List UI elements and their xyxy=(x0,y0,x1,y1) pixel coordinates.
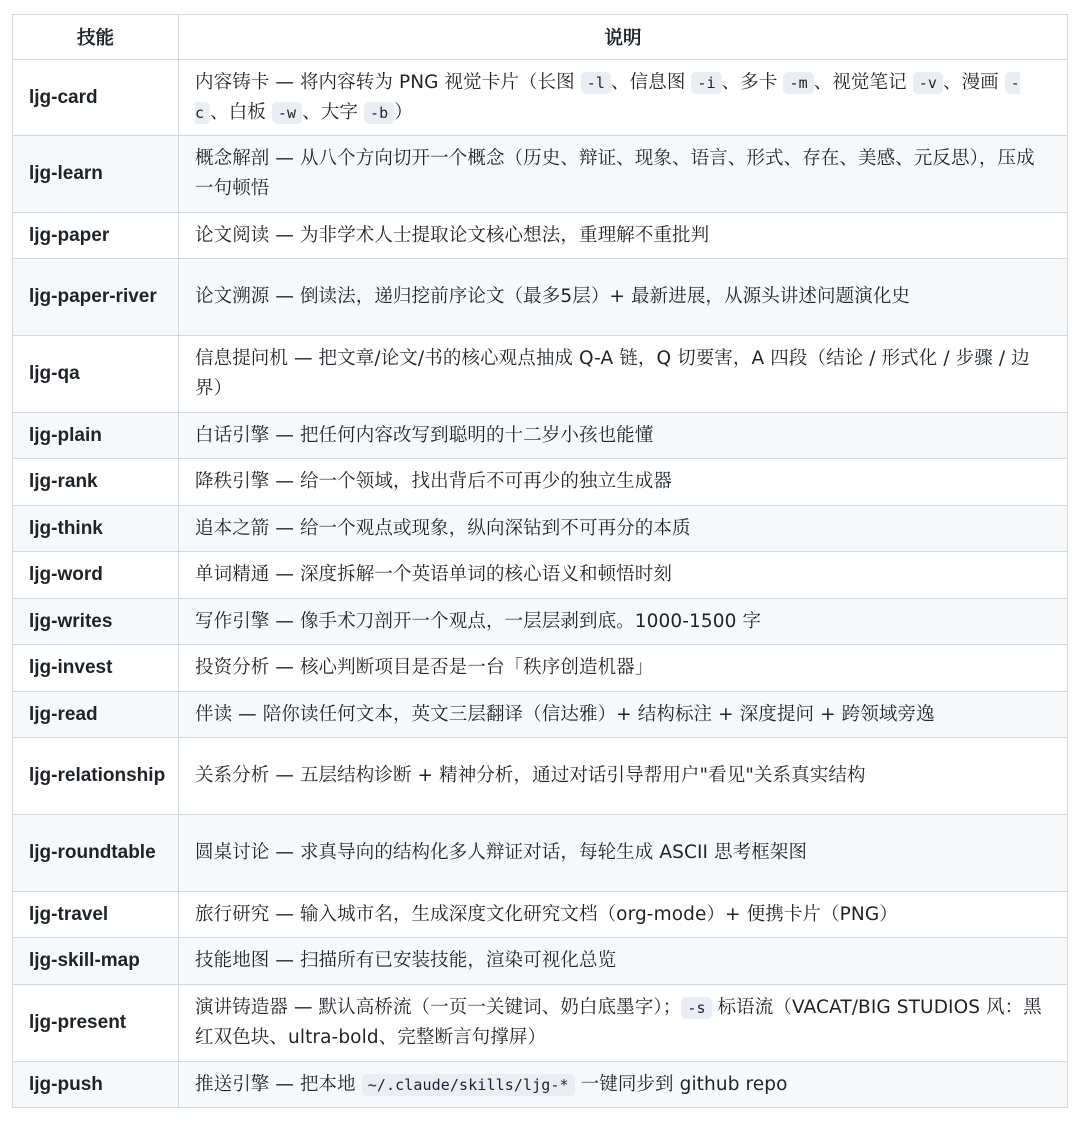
description-text: 、多卡 xyxy=(721,71,784,93)
table-row xyxy=(13,552,1068,599)
inline-code: -l xyxy=(581,72,611,94)
description-text: 、视觉笔记 xyxy=(813,71,913,93)
description-text: 关系分析 — 五层结构诊断 + 精神分析，通过对话引导帮用户"看见"关系真实结构 xyxy=(195,765,866,786)
description-text: 论文溯源 — 倒读法，递归挖前序论文（最多5层）+ 最新进展，从源头讲述问题演化史 xyxy=(195,286,911,307)
table-row xyxy=(13,459,1068,506)
description-text: 技能地图 — 扫描所有已安装技能，渲染可视化总览 xyxy=(195,950,617,971)
inline-code: -m xyxy=(783,72,813,94)
table-row xyxy=(13,213,1068,259)
skill-name: ljg-paper xyxy=(13,213,179,259)
skill-name: ljg-relationship xyxy=(13,738,179,815)
skill-description xyxy=(179,60,1068,136)
skill-name: ljg-paper-river xyxy=(13,259,179,336)
table-row xyxy=(13,136,1068,213)
skill-name: ljg-roundtable xyxy=(13,815,179,892)
skill-name: ljg-invest xyxy=(13,645,179,692)
skill-description xyxy=(179,599,1068,645)
table-row xyxy=(13,1062,1068,1108)
description-text: 降秩引擎 — 给一个领域，找出背后不可再少的独立生成器 xyxy=(195,471,672,492)
table-row xyxy=(13,413,1068,459)
skill-description xyxy=(179,259,1068,336)
description-text: 伴读 — 陪你读任何文本，英文三层翻译（信达雅）+ 结构标注 + 深度提问 + 跨领域旁逸 xyxy=(195,703,935,725)
skill-description xyxy=(179,506,1068,552)
description-text: 一键同步到 github repo xyxy=(574,1073,788,1095)
description-text: 推送引擎 — 把本地 xyxy=(195,1073,362,1095)
table-row xyxy=(13,60,1068,136)
table-row xyxy=(13,985,1068,1062)
skill-name: ljg-qa xyxy=(13,336,179,413)
skill-description xyxy=(179,213,1068,259)
skills-table xyxy=(12,14,1068,1108)
table-row xyxy=(13,599,1068,645)
table-header-row xyxy=(13,15,1068,60)
description-text: 内容铸卡 — 将内容转为 PNG 视觉卡片（长图 xyxy=(195,71,581,93)
description-text: 演讲铸造器 — 默认高桥流（一页一关键词、奶白底墨字）； xyxy=(195,997,682,1018)
skill-description xyxy=(179,552,1068,599)
description-text: 论文阅读 — 为非学术人士提取论文核心想法，重理解不重批判 xyxy=(195,224,710,246)
table-row xyxy=(13,938,1068,985)
description-text: 单词精通 — 深度拆解一个英语单词的核心语义和顿悟时刻 xyxy=(195,564,672,585)
table-row xyxy=(13,506,1068,552)
description-text: ） xyxy=(394,101,413,123)
skill-description xyxy=(179,815,1068,892)
skill-name: ljg-rank xyxy=(13,459,179,506)
inline-code: -c xyxy=(195,73,1020,122)
skill-description xyxy=(179,645,1068,692)
skill-description xyxy=(179,938,1068,985)
skill-name: ljg-card xyxy=(13,60,179,136)
skill-name: ljg-push xyxy=(13,1062,179,1108)
description-text: 、信息图 xyxy=(611,71,692,93)
table-row xyxy=(13,692,1068,738)
skill-description xyxy=(179,738,1068,815)
description-text: 、漫画 xyxy=(942,71,1005,93)
header-skill: 技能 xyxy=(13,15,179,60)
skill-name: ljg-read xyxy=(13,692,179,738)
skill-name: ljg-travel xyxy=(13,892,179,938)
description-text: 写作引擎 — 像手术刀剖开一个观点，一层层剥到底。1000-1500 字 xyxy=(195,610,762,632)
skill-name: ljg-present xyxy=(13,985,179,1062)
table-row xyxy=(13,738,1068,815)
table-row xyxy=(13,259,1068,336)
skill-description xyxy=(179,136,1068,213)
skill-name: ljg-think xyxy=(13,506,179,552)
description-text: 信息提问机 — 把文章/论文/书的核心观点抽成 Q-A 链，Q 切要害，A 四段（结论 / 形式化 / 步骤 / 边界） xyxy=(195,348,1030,399)
skill-name: ljg-plain xyxy=(13,413,179,459)
description-text: 投资分析 — 核心判断项目是否是一台「秩序创造机器」 xyxy=(195,657,654,678)
header-description: 说明 xyxy=(179,15,1068,60)
description-text: 概念解剖 — 从八个方向切开一个概念（历史、辩证、现象、语言、形式、存在、美感、元反思），压成一句顿悟 xyxy=(195,148,1035,199)
skill-description xyxy=(179,985,1068,1062)
inline-code: -s xyxy=(681,997,711,1019)
skill-description xyxy=(179,459,1068,506)
description-text: 标语流（VACAT/BIG STUDIOS 风：黑红双色块、ultra-bold、完整断言句撑屏） xyxy=(195,997,1042,1048)
table-row xyxy=(13,892,1068,938)
description-text: 白话引擎 — 把任何内容改写到聪明的十二岁小孩也能懂 xyxy=(195,424,654,446)
description-text: 旅行研究 — 输入城市名，生成深度文化研究文档（org-mode）+ 便携卡片（PNG） xyxy=(195,903,898,925)
description-text: 、白板 xyxy=(210,101,272,123)
inline-code: -i xyxy=(691,72,721,94)
skill-name: ljg-writes xyxy=(13,599,179,645)
skill-description xyxy=(179,336,1068,413)
description-text: 追本之箭 — 给一个观点或现象，纵向深钻到不可再分的本质 xyxy=(195,517,691,539)
inline-code: -b xyxy=(364,102,394,124)
skill-name: ljg-word xyxy=(13,552,179,599)
inline-code: -v xyxy=(913,72,943,94)
table-row xyxy=(13,645,1068,692)
inline-code: ~/.claude/skills/ljg-* xyxy=(362,1074,575,1096)
description-text: 、大字 xyxy=(302,101,364,123)
skill-description xyxy=(179,892,1068,938)
table-row xyxy=(13,815,1068,892)
description-text: 圆桌讨论 — 求真导向的结构化多人辩证对话，每轮生成 ASCII 思考框架图 xyxy=(195,842,808,863)
inline-code: -w xyxy=(272,102,302,124)
skill-name: ljg-skill-map xyxy=(13,938,179,985)
skill-description xyxy=(179,413,1068,459)
skill-description xyxy=(179,1062,1068,1108)
table-row xyxy=(13,336,1068,413)
skill-description xyxy=(179,692,1068,738)
skill-name: ljg-learn xyxy=(13,136,179,213)
